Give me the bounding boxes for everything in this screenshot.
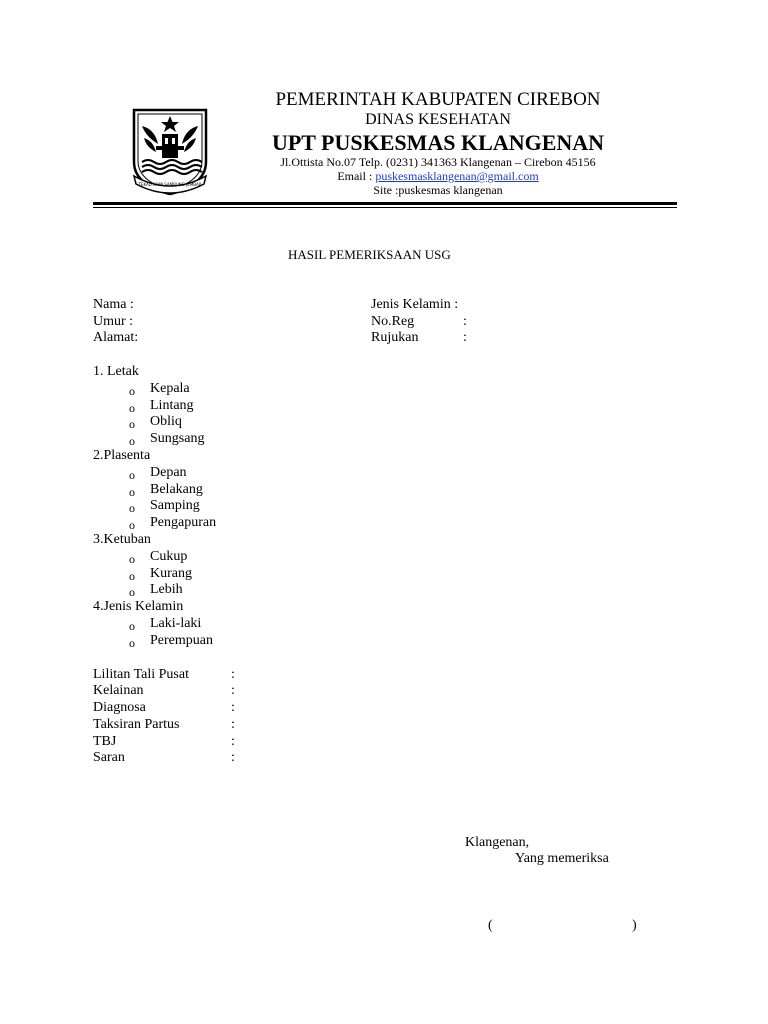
kop-address: Jl.Ottista No.07 Telp. (0231) 341363 Klangenan – Cirebon 45156: [280, 155, 596, 169]
bullet-icon: o: [129, 468, 135, 482]
field-tbj: TBJ: [93, 734, 117, 749]
option-pengapuran: Pengapuran: [150, 515, 217, 530]
bullet-icon: o: [129, 569, 135, 583]
bullet-icon: o: [129, 636, 135, 650]
section-ketuban-title: 3.Ketuban: [93, 532, 151, 547]
option-kurang: Kurang: [150, 566, 192, 581]
bullet-icon: o: [129, 585, 135, 599]
field-saran: Saran: [93, 750, 125, 765]
option-lintang: Lintang: [150, 398, 194, 413]
field-nama: Nama :: [93, 297, 134, 312]
kop-line-pemerintah: PEMERINTAH KABUPATEN CIREBON: [275, 89, 601, 110]
email-label: Email :: [337, 169, 376, 183]
email-link[interactable]: puskesmasklangenan@gmail.com: [375, 169, 539, 183]
field-jenis-kelamin: Jenis Kelamin :: [371, 297, 459, 312]
field-diagnosa: Diagnosa: [93, 700, 146, 715]
section-plasenta-title: 2.Plasenta: [93, 448, 151, 463]
signature-close-paren: ): [632, 918, 637, 933]
bullet-icon: o: [129, 384, 135, 398]
field-noreg-colon: :: [463, 314, 467, 329]
field-colon: :: [231, 717, 235, 732]
option-belakang: Belakang: [150, 482, 203, 497]
bullet-icon: o: [129, 518, 135, 532]
field-noreg-label: No.Reg: [371, 314, 415, 329]
field-taksiran-partus: Taksiran Partus: [93, 717, 180, 732]
field-colon: :: [231, 750, 235, 765]
option-sungsang: Sungsang: [150, 431, 205, 446]
kop-divider-thick: [93, 202, 677, 205]
section-letak-title: 1. Letak: [93, 364, 139, 379]
kop-site: Site :puskesmas klangenan: [373, 183, 503, 197]
signature-place: Klangenan,: [465, 835, 530, 850]
signature-open-paren: (: [488, 918, 493, 933]
option-obliq: Obliq: [150, 414, 182, 429]
bullet-icon: o: [129, 401, 135, 415]
document-title: HASIL PEMERIKSAAN USG: [288, 247, 451, 262]
bullet-icon: o: [129, 552, 135, 566]
bullet-icon: o: [129, 485, 135, 499]
option-laki-laki: Laki-laki: [150, 616, 202, 631]
kop-divider-thin: [93, 207, 677, 208]
option-perempuan: Perempuan: [150, 633, 213, 648]
bullet-icon: o: [129, 501, 135, 515]
signature-examiner: Yang memeriksa: [515, 851, 609, 866]
field-colon: :: [231, 683, 235, 698]
option-cukup: Cukup: [150, 549, 188, 564]
option-lebih: Lebih: [150, 582, 183, 597]
bullet-icon: o: [129, 434, 135, 448]
field-rujukan-colon: :: [463, 330, 467, 345]
section-jenis-kelamin-title: 4.Jenis Kelamin: [93, 599, 184, 614]
field-lilitan-tali-pusat: Lilitan Tali Pusat: [93, 667, 189, 682]
field-colon: :: [231, 700, 235, 715]
field-rujukan-label: Rujukan: [371, 330, 419, 345]
field-colon: :: [231, 667, 235, 682]
kop-email-line: [0, 169, 768, 184]
field-kelainan: Kelainan: [93, 683, 144, 698]
option-kepala: Kepala: [150, 381, 190, 396]
logo-ribbon-text: TEKAD KAMI SAMBUNG JEMBAR: [138, 182, 202, 187]
bullet-icon: o: [129, 417, 135, 431]
field-umur: Umur :: [93, 314, 134, 329]
kop-line-dinas: DINAS KESEHATAN: [365, 111, 511, 128]
option-depan: Depan: [150, 465, 187, 480]
field-colon: :: [231, 734, 235, 749]
field-alamat: Alamat:: [93, 330, 139, 345]
option-samping: Samping: [150, 498, 200, 513]
bullet-icon: o: [129, 619, 135, 633]
kop-line-puskesmas: UPT PUSKESMAS KLANGENAN: [271, 130, 605, 155]
